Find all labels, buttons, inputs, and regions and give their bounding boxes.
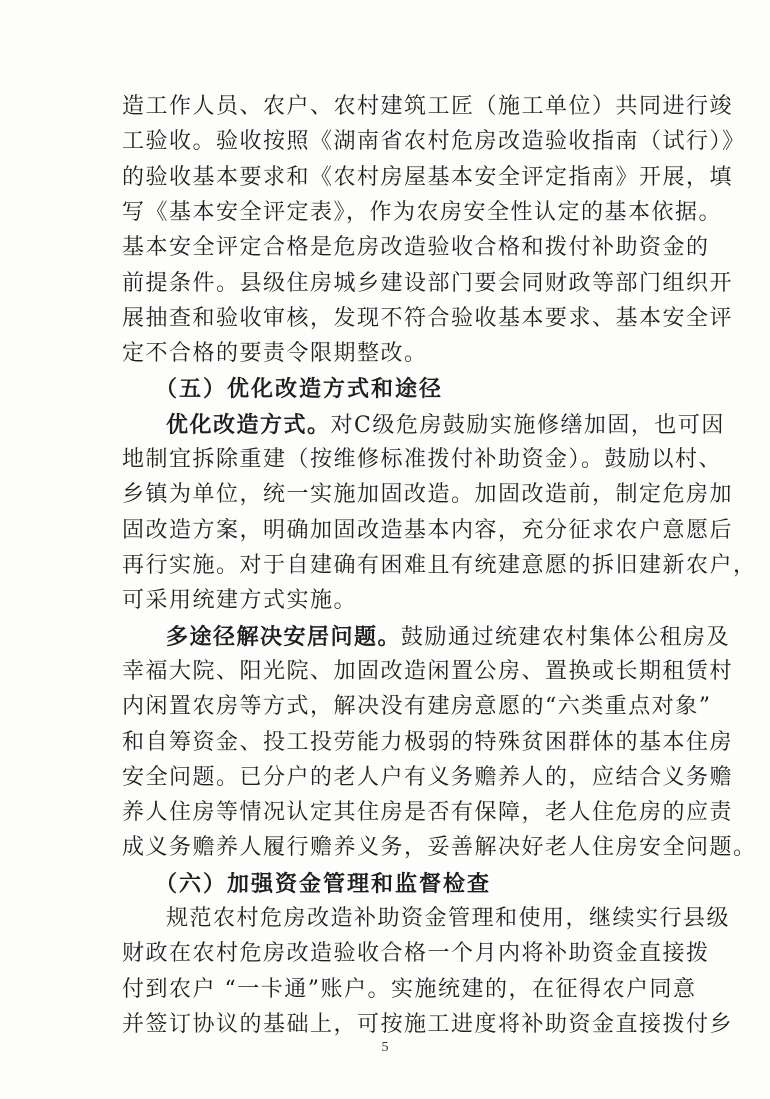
- text-line: 展抽查和验收审核，发现不符合验收基本要求、基本安全评: [122, 306, 734, 331]
- text-line: 并签订协议的基础上，可按施工进度将补助资金直接拨付乡: [122, 1012, 734, 1037]
- text-line: 内闲置农房等方式，解决没有建房意愿的“六类重点对象”: [122, 694, 712, 719]
- text-line: 固改造方案，明确加固改造基本内容，充分征求农户意愿后: [122, 518, 734, 543]
- text-line: 定不合格的要责令限期整改。: [122, 341, 428, 366]
- paragraph-first-line: [166, 410, 725, 440]
- page-number: 5: [381, 1040, 389, 1055]
- text-line: 再行实施。对于自建确有困难且有统建意愿的拆旧建新农户，: [122, 553, 757, 578]
- paragraph-text: 鼓励通过统建农村集体公租房及: [401, 625, 731, 650]
- text-line: 地制宜拆除重建（按维修标准拨付补助资金）。鼓励以村、: [122, 447, 723, 472]
- text-line: 工验收。验收按照《湖南省农村危房改造验收指南（试行）》: [122, 129, 746, 154]
- text-line: 安全问题。已分户的老人户有义务赡养人的，应结合义务赡: [122, 765, 734, 790]
- text-line: 养人住房等情况认定其住房是否有保障，老人住危房的应责: [122, 800, 734, 825]
- paragraph-lead: 多途径解决安居问题。: [166, 624, 402, 650]
- text-line: 造工作人员、农户、农村建筑工匠（施工单位）共同进行竣: [122, 94, 734, 119]
- text-line: 写《基本安全评定表》，作为农房安全性认定的基本依据。: [122, 200, 723, 225]
- text-line: 前提条件。县级住房城乡建设部门要会同财政等部门组织开: [122, 271, 734, 296]
- paragraph-text: 对C级危房鼓励实施修缮加固，也可因: [330, 413, 725, 438]
- paragraph-lead: 优化改造方式。: [166, 412, 331, 438]
- text-line: 付到农户 “一卡通”账户。实施统建的，在征得农户同意: [122, 977, 697, 1002]
- text-line: 成义务赡养人履行赡养义务，妥善解决好老人住房安全问题。: [122, 835, 757, 860]
- text-line: 和自筹资金、投工投劳能力极弱的特殊贫困群体的基本住房: [122, 730, 734, 755]
- text-line: 基本安全评定合格是危房改造验收合格和拨付补助资金的: [122, 235, 710, 260]
- section-heading-6: （六）加强资金管理和监督检查: [155, 871, 492, 897]
- text-line: 可采用统建方式实施。: [122, 588, 358, 613]
- text-line: 乡镇为单位，统一实施加固改造。加固改造前，制定危房加: [122, 482, 734, 507]
- text-line: 幸福大院、阳光院、加固改造闲置公房、置换或长期租赁村: [122, 659, 734, 684]
- text-line: 财政在农村危房改造验收合格一个月内将补助资金直接拨: [122, 941, 710, 966]
- paragraph-first-line: [166, 622, 731, 652]
- paragraph-first-line: 规范农村危房改造补助资金管理和使用，继续实行县级: [166, 906, 731, 931]
- section-heading-5: （五）优化改造方式和途径: [155, 376, 444, 402]
- text-line: 的验收基本要求和《农村房屋基本安全评定指南》开展，填: [122, 165, 734, 190]
